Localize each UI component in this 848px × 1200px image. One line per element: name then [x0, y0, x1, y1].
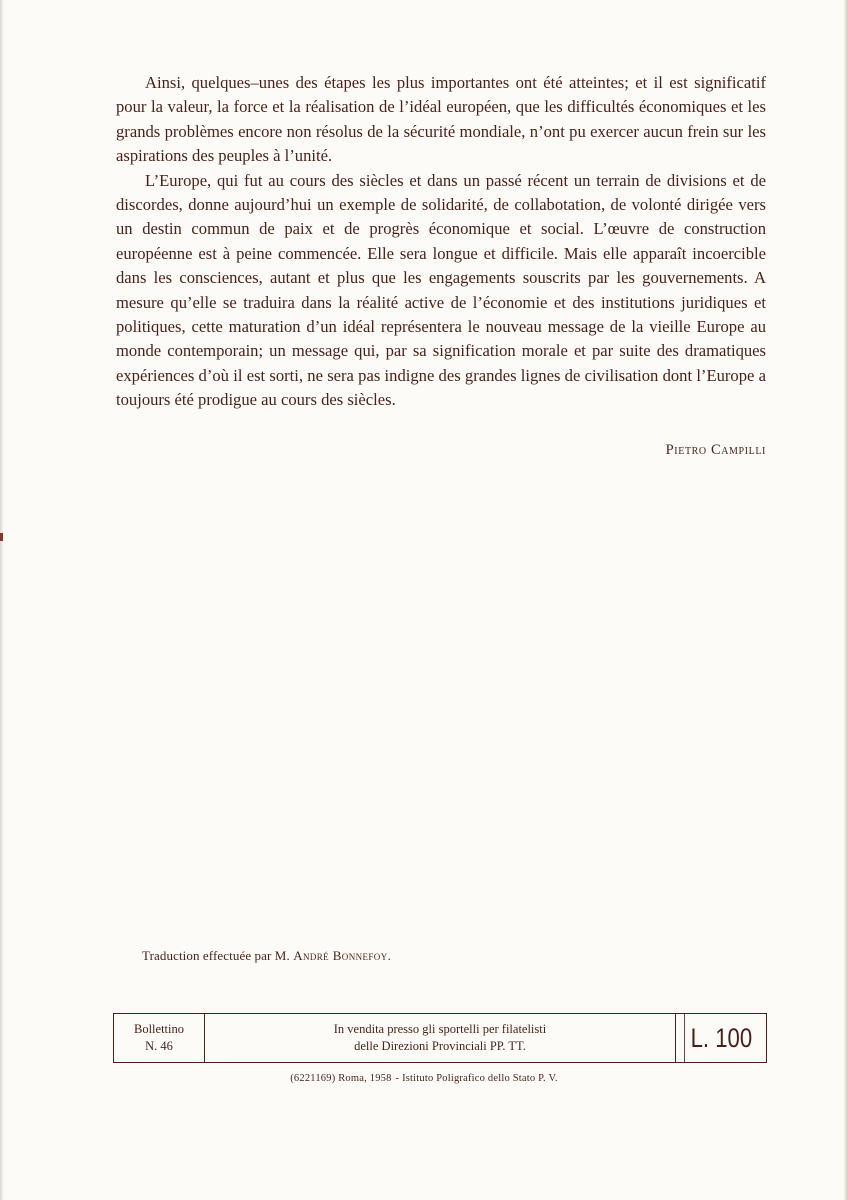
price-cell — [675, 1014, 766, 1062]
sale-info-cell — [205, 1014, 675, 1062]
imprint-code-place-year: (6221169) Roma, 1958 — [290, 1073, 392, 1084]
printer-imprint — [0, 1073, 848, 1084]
paper-speck — [0, 533, 3, 541]
translation-note-prefix: Traduction effectuée par M. — [142, 948, 290, 963]
bulletin-cell — [114, 1014, 205, 1062]
imprint-publisher: - Istituto Poligrafico dello Stato P. V. — [395, 1073, 558, 1084]
paragraph-2: L’Europe, qui fut au cours des siècles et dans un passé récent un terrain de divisions et de discordes, donne aujourd’hui un exemple de solidarité, de collabotation, de volonté dirigée vers un destin commun de paix et de progrès économique et social. L’œuvre de construction européenne est à peine commencée. Elle sera longue et difficile. Mais elle apparaît incoercible dans les consciences, autant et plus que les engagements souscrits par les gouvernements. A mesure qu’elle se traduira dans la réalité active de l’économie et des institutions juridiques et politiques, cette maturation d’un idéal représentera le nouveau message de la vieille Europe au monde contemporain; un message qui, par sa signification morale et par suite des dramatiques expériences d’où il est sorti, ne sera pas indigne des grandes lignes de civilisation dont l’Europe a toujours été prodigue au cours des siècles. — [116, 170, 766, 410]
bulletin-number: N. 46 — [145, 1039, 173, 1053]
sale-line-1: In vendita presso gli sportelli per filatelisti — [333, 1022, 547, 1036]
page-edge-left — [0, 0, 3, 1200]
translation-note — [142, 948, 391, 964]
author-signature: Pietro Campilli — [665, 442, 766, 458]
translator-name: André Bonnefoy. — [293, 948, 392, 963]
footer-box — [113, 1013, 767, 1063]
page-edge-right — [844, 0, 848, 1200]
bulletin-label: Bollettino — [134, 1022, 184, 1036]
sale-line-2: delle Direzioni Provinciali PP. TT. — [354, 1039, 526, 1053]
paragraph-1: Ainsi, quelques–unes des étapes les plus importantes ont été atteintes; et il est significatif pour la valeur, la force et la réalisation de l’idéal européen, que les difficultés économiques et les grands problèmes encore non résolus de la sécurité mondiale, n’ont pu exercer aucun frein sur les aspirations des peuples à l’unité. — [116, 73, 766, 166]
body-text — [116, 71, 766, 413]
price: L. 100 — [684, 1014, 758, 1062]
